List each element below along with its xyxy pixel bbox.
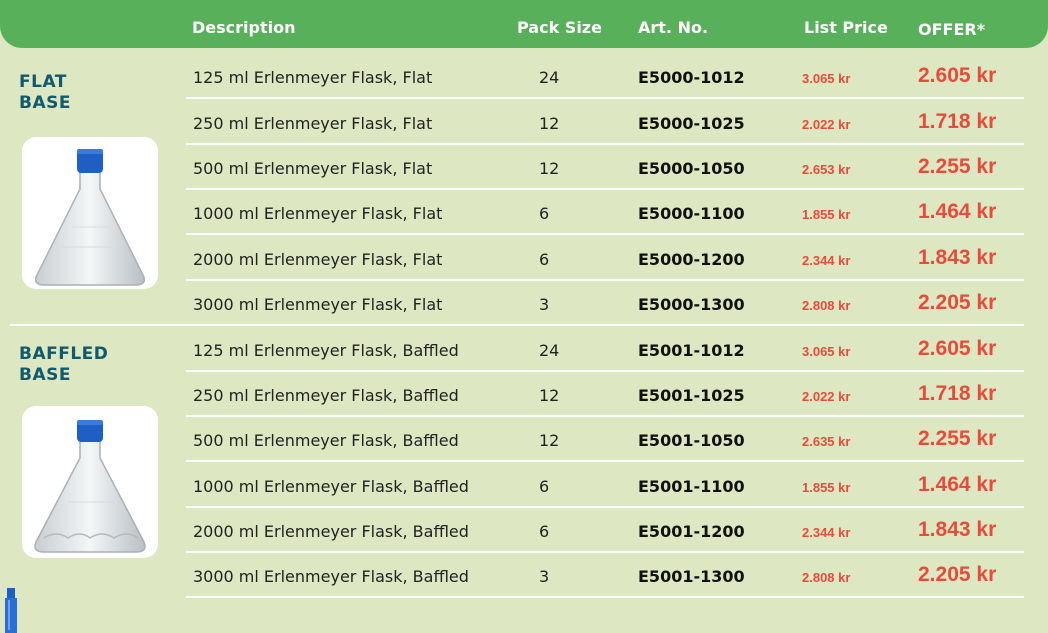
cell-art-no: E5001-1025 <box>638 386 745 405</box>
section-label-flat <box>19 72 71 114</box>
cell-art-no: E5000-1100 <box>638 204 745 223</box>
row-divider <box>186 460 1024 462</box>
section-label-line: FLAT <box>19 72 67 92</box>
cell-art-no: E5000-1050 <box>638 159 745 178</box>
cell-offer-price: 1.718 kr <box>918 110 997 133</box>
cell-description: 3000 ml Erlenmeyer Flask, Baffled <box>193 567 469 586</box>
cell-offer-price: 2.255 kr <box>918 427 997 450</box>
table-row <box>186 553 1024 598</box>
cell-art-no: E5000-1012 <box>638 68 745 87</box>
flat-base-flask-photo <box>22 137 158 289</box>
cell-offer-price: 1.843 kr <box>918 246 997 269</box>
row-divider <box>186 97 1024 99</box>
cell-description: 250 ml Erlenmeyer Flask, Baffled <box>193 386 459 405</box>
header-description: Description <box>192 18 296 37</box>
cell-offer-price: 1.843 kr <box>918 518 997 541</box>
cell-list-price: 2.022 kr <box>802 117 851 132</box>
baffled-base-flask-photo <box>22 406 158 558</box>
cell-pack-size: 3 <box>539 295 550 314</box>
cell-offer-price: 2.605 kr <box>918 337 997 360</box>
cell-pack-size: 12 <box>539 386 560 405</box>
cell-list-price: 2.344 kr <box>802 525 851 540</box>
table-row <box>186 417 1024 462</box>
section-label-line: BAFFLED <box>19 344 109 364</box>
cell-offer-price: 1.464 kr <box>918 200 997 223</box>
table-row <box>186 372 1024 417</box>
table-row <box>186 54 1024 99</box>
row-divider <box>186 324 1024 326</box>
cell-art-no: E5001-1300 <box>638 567 745 586</box>
cell-art-no: E5000-1300 <box>638 295 745 314</box>
cell-description: 2000 ml Erlenmeyer Flask, Baffled <box>193 522 469 541</box>
cell-offer-price: 2.205 kr <box>918 563 997 586</box>
cell-art-no: E5001-1200 <box>638 522 745 541</box>
section-label-baffled <box>19 344 108 386</box>
cell-pack-size: 6 <box>539 250 550 269</box>
cell-list-price: 3.065 kr <box>802 344 851 359</box>
cell-art-no: E5000-1200 <box>638 250 745 269</box>
table-row <box>186 281 1024 326</box>
cell-description: 500 ml Erlenmeyer Flask, Flat <box>193 159 433 178</box>
cell-offer-price: 1.718 kr <box>918 382 997 405</box>
cell-pack-size: 12 <box>539 159 560 178</box>
cell-description: 125 ml Erlenmeyer Flask, Flat <box>193 68 433 87</box>
table-row <box>186 236 1024 281</box>
table-row <box>186 145 1024 190</box>
cell-pack-size: 24 <box>539 341 560 360</box>
table-row <box>186 100 1024 145</box>
cell-pack-size: 3 <box>539 567 550 586</box>
header-offer: OFFER* <box>918 20 986 39</box>
cell-list-price: 2.808 kr <box>802 298 851 313</box>
cell-description: 1000 ml Erlenmeyer Flask, Flat <box>193 204 443 223</box>
header-list-price: List Price <box>804 18 888 37</box>
cell-list-price: 2.808 kr <box>802 570 851 585</box>
cell-list-price: 1.855 kr <box>802 207 851 222</box>
cell-art-no: E5000-1025 <box>638 114 745 133</box>
table-row <box>186 327 1024 372</box>
table-row <box>186 463 1024 508</box>
cell-pack-size: 24 <box>539 68 560 87</box>
cell-art-no: E5001-1050 <box>638 431 745 450</box>
row-divider <box>186 233 1024 235</box>
cell-description: 500 ml Erlenmeyer Flask, Baffled <box>193 431 459 450</box>
cell-list-price: 2.022 kr <box>802 389 851 404</box>
cell-list-price: 1.855 kr <box>802 480 851 495</box>
cell-description: 1000 ml Erlenmeyer Flask, Baffled <box>193 477 469 496</box>
cell-offer-price: 2.605 kr <box>918 64 997 87</box>
header-pack-size: Pack Size <box>517 18 602 37</box>
cell-list-price: 2.344 kr <box>802 253 851 268</box>
cell-description: 2000 ml Erlenmeyer Flask, Flat <box>193 250 443 269</box>
cell-description: 3000 ml Erlenmeyer Flask, Flat <box>193 295 443 314</box>
cell-offer-price: 1.464 kr <box>918 473 997 496</box>
cell-pack-size: 6 <box>539 522 550 541</box>
cell-offer-price: 2.255 kr <box>918 155 997 178</box>
table-row <box>186 508 1024 553</box>
cell-list-price: 2.653 kr <box>802 162 851 177</box>
cell-description: 125 ml Erlenmeyer Flask, Baffled <box>193 341 459 360</box>
section-divider <box>10 324 188 326</box>
cell-art-no: E5001-1100 <box>638 477 745 496</box>
cell-pack-size: 12 <box>539 431 560 450</box>
cell-list-price: 3.065 kr <box>802 71 851 86</box>
cell-pack-size: 12 <box>539 114 560 133</box>
cell-pack-size: 6 <box>539 477 550 496</box>
cell-art-no: E5001-1012 <box>638 341 745 360</box>
cell-description: 250 ml Erlenmeyer Flask, Flat <box>193 114 433 133</box>
section-label-line: BASE <box>19 93 71 113</box>
row-divider <box>186 596 1024 598</box>
cell-offer-price: 2.205 kr <box>918 291 997 314</box>
table-row <box>186 190 1024 235</box>
section-label-line: BASE <box>19 365 71 385</box>
cell-list-price: 2.635 kr <box>802 434 851 449</box>
cell-pack-size: 6 <box>539 204 550 223</box>
header-art-no: Art. No. <box>638 18 709 37</box>
bottle-edge-image <box>4 588 18 633</box>
table-header <box>0 0 1048 48</box>
